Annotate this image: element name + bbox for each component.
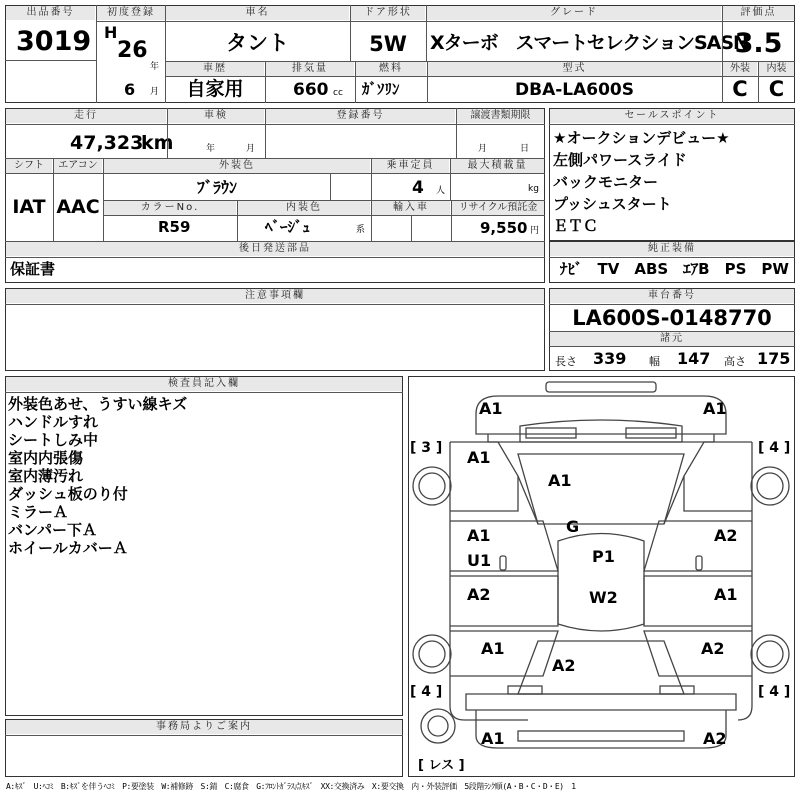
color-label: 外装色 bbox=[104, 159, 370, 173]
shift: IAT bbox=[12, 196, 46, 218]
color: ﾌﾞﾗｳﾝ bbox=[196, 178, 237, 197]
door-label: ドア形状 bbox=[351, 6, 425, 20]
sales-points-label: セールスポイント bbox=[550, 109, 794, 123]
interior: ﾍﾞｰｼﾞｭ bbox=[265, 218, 311, 236]
transfer-month: 月 bbox=[478, 144, 488, 154]
score-label: 評価点 bbox=[723, 6, 794, 20]
tire-rear-right: [ 4 ] bbox=[758, 684, 791, 700]
length: 339 bbox=[593, 349, 627, 368]
first-reg-label: 初度登録 bbox=[97, 6, 165, 20]
damage-fender-rl: A1 bbox=[481, 639, 505, 658]
inspector-list bbox=[8, 395, 187, 557]
damage-front-bumper-right: A1 bbox=[703, 399, 727, 418]
load-label: 最大積載量 bbox=[451, 159, 544, 173]
inspector-item: 室内薄汚れ bbox=[8, 467, 84, 485]
model-label: 型式 bbox=[428, 62, 721, 76]
damage-windshield: G bbox=[566, 517, 580, 536]
legend: A:ｷｽﾞ U:ﾍｺﾐ B:ｷｽﾞを伴うﾍｺﾐ P:要塗装 W:補修跡 S:錆 C:腐食 G:ﾌﾛﾝﾄｶﾞﾗｽ点ｷｽﾞ XX:交換済み X:要交換 内・外装評価 5段階ﾗﾝｸ順(A・B・C・D・E) 1 bbox=[6, 782, 576, 791]
damage-door-fr: A2 bbox=[714, 526, 738, 545]
fuel-label: 燃料 bbox=[356, 62, 426, 76]
history-label: 車歴 bbox=[166, 62, 264, 76]
equipment: ﾅﾋﾞ TV ABS ｴｱB PS PW bbox=[560, 260, 789, 278]
sales-points-list bbox=[553, 127, 730, 237]
damage-roof-2: W2 bbox=[589, 588, 618, 607]
inspector-item: ハンドルすれ bbox=[8, 413, 99, 431]
damage-hood: A1 bbox=[548, 471, 572, 490]
inspection-month: 月 bbox=[246, 144, 256, 154]
chassis-label: 車台番号 bbox=[550, 289, 794, 303]
sales-point-item: バックモニター bbox=[553, 173, 659, 191]
displacement-unit: cc bbox=[333, 88, 343, 98]
damage-door-fl: A1 bbox=[467, 526, 491, 545]
inspector-item: シートしみ中 bbox=[8, 431, 99, 449]
name-label: 車名 bbox=[166, 6, 349, 20]
damage-door-rl: A2 bbox=[467, 585, 491, 604]
sales-point-item: プッシュスタート bbox=[553, 195, 672, 213]
inspector-item: 室内内張傷 bbox=[8, 449, 84, 467]
damage-rear-bumper-right: A2 bbox=[703, 729, 727, 748]
notes-label: 注意事項欄 bbox=[6, 289, 544, 303]
inspector-label: 検査員記入欄 bbox=[6, 377, 402, 391]
grade: Xターボ スマートセレクションSASN bbox=[430, 32, 748, 54]
mileage-label: 走行 bbox=[6, 109, 166, 123]
damage-door-fl-2: U1 bbox=[467, 551, 492, 570]
score: 3.5 bbox=[734, 28, 783, 59]
int-label: 内装 bbox=[759, 62, 794, 76]
grade-label: グレード bbox=[427, 6, 721, 20]
reg-year-unit: 年 bbox=[150, 62, 160, 72]
inspector-item: ホイールカバーＡ bbox=[8, 539, 128, 557]
car-diagram bbox=[408, 376, 795, 777]
interior-label: 内装色 bbox=[238, 201, 370, 215]
later-label: 後日発送部品 bbox=[6, 242, 544, 256]
fuel: ｶﾞｿﾘﾝ bbox=[362, 80, 400, 98]
displacement: 660 bbox=[293, 80, 329, 100]
tire-rear-left: [ 4 ] bbox=[410, 684, 443, 700]
transfer-label: 譲渡書類期限 bbox=[457, 109, 544, 123]
tire-front-left: [ 3 ] bbox=[410, 440, 443, 456]
color-no: R59 bbox=[158, 218, 191, 236]
damage-roof: P1 bbox=[592, 547, 615, 566]
int-grade: C bbox=[768, 77, 785, 101]
damage-front-bumper-left: A1 bbox=[479, 399, 503, 418]
import-label: 輸入車 bbox=[372, 201, 450, 215]
reg-year: 26 bbox=[117, 38, 148, 63]
recycle: 9,550 bbox=[480, 219, 528, 237]
height: 175 bbox=[757, 349, 791, 368]
length-label: 長さ bbox=[555, 355, 577, 368]
sales-point-item: ＥＴＣ bbox=[553, 217, 599, 235]
damage-back-door: A2 bbox=[552, 656, 576, 675]
lot-label: 出品番号 bbox=[6, 6, 95, 20]
sales-point-item: 左側パワースライド bbox=[553, 151, 687, 169]
equipment-label: 純正装備 bbox=[550, 242, 794, 256]
reg-month-unit: 月 bbox=[150, 87, 160, 97]
dims-label: 諸元 bbox=[550, 332, 794, 346]
shift-label: シフト bbox=[6, 159, 52, 173]
inspection-label: 車検 bbox=[168, 109, 264, 123]
capacity-label: 乗車定員 bbox=[372, 159, 449, 173]
transfer-day: 日 bbox=[520, 144, 530, 154]
capacity: 4 bbox=[412, 178, 424, 198]
damage-rear-bumper-left: A1 bbox=[481, 729, 505, 748]
ext-grade: C bbox=[732, 77, 748, 101]
chassis-number: LA600S-0148770 bbox=[572, 306, 772, 330]
damage-fender-rr: A2 bbox=[701, 639, 725, 658]
tire-front-right: [ 4 ] bbox=[758, 440, 791, 456]
recycle-unit: 円 bbox=[530, 226, 540, 236]
width: 147 bbox=[677, 349, 711, 368]
model: DBA-LA600S bbox=[515, 80, 634, 100]
ext-label: 外装 bbox=[723, 62, 757, 76]
inspector-item: バンパー下Ａ bbox=[8, 521, 97, 539]
recycle-label: リサイクル預託金 bbox=[452, 201, 544, 215]
ac: AAC bbox=[56, 196, 100, 218]
reg-month: 6 bbox=[124, 80, 136, 99]
height-label: 高さ bbox=[724, 355, 746, 368]
plate-label: 登録番号 bbox=[266, 109, 455, 123]
history: 自家用 bbox=[186, 78, 244, 100]
inspection-year: 年 bbox=[206, 144, 216, 154]
color-no-label: カラーNo. bbox=[104, 201, 236, 215]
damage-door-rr: A1 bbox=[714, 585, 738, 604]
width-label: 幅 bbox=[649, 355, 660, 368]
later-parts: 保証書 bbox=[10, 260, 56, 278]
office-label: 事務局よりご案内 bbox=[6, 720, 402, 734]
inspector-item: 外装色あせ、うすい線キズ bbox=[8, 395, 188, 413]
damage-fender-fl: A1 bbox=[467, 448, 491, 467]
displacement-label: 排気量 bbox=[266, 62, 354, 76]
mileage-unit: km bbox=[141, 132, 174, 154]
capacity-unit: 人 bbox=[436, 186, 446, 196]
ac-label: エアコン bbox=[54, 159, 102, 173]
load-unit: kg bbox=[528, 184, 539, 194]
car-name: タント bbox=[226, 31, 289, 55]
inspector-item: ミラーＡ bbox=[8, 503, 69, 521]
inspector-item: ダッシュ板のり付 bbox=[8, 485, 128, 503]
mileage: 47,323 bbox=[70, 132, 144, 154]
sales-point-item: ★オークションデビュー★ bbox=[553, 129, 730, 147]
interior-unit: 系 bbox=[356, 225, 366, 235]
reg-era: H bbox=[104, 23, 118, 42]
lot-number: 3019 bbox=[16, 26, 92, 57]
spare-tire: [ レス ] bbox=[418, 758, 465, 773]
door-type: 5W bbox=[369, 32, 407, 56]
